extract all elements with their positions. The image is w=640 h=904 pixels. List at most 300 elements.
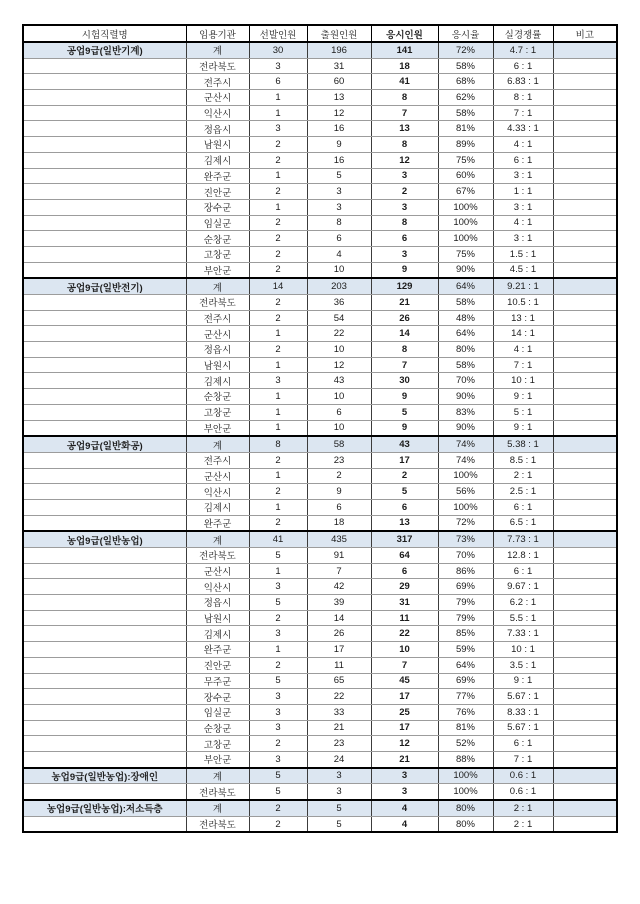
column-header-attended: 응시인원	[371, 25, 438, 42]
cell-rate: 100%	[438, 468, 493, 484]
cell-attended: 45	[371, 673, 438, 689]
table-row	[23, 610, 617, 626]
cell-rate: 59%	[438, 642, 493, 658]
cell-applied: 54	[307, 310, 371, 326]
cell-ratio: 2 : 1	[493, 816, 553, 832]
cell-rate: 76%	[438, 704, 493, 720]
cell-attended: 9	[371, 389, 438, 405]
cell-note	[553, 58, 617, 74]
cell-agency: 계	[186, 800, 249, 816]
cell-ratio: 9 : 1	[493, 420, 553, 436]
cell-selected: 2	[249, 262, 307, 278]
cell-selected: 2	[249, 484, 307, 500]
cell-agency: 완주군	[186, 168, 249, 184]
cell-agency: 완주군	[186, 515, 249, 531]
cell-attended: 4	[371, 800, 438, 816]
cell-agency: 정읍시	[186, 121, 249, 137]
cell-selected: 1	[249, 326, 307, 342]
cell-attended: 7	[371, 657, 438, 673]
cell-rate: 75%	[438, 152, 493, 168]
cell-note	[553, 42, 617, 58]
table-row	[23, 404, 617, 420]
cell-applied: 6	[307, 499, 371, 515]
cell-agency: 고창군	[186, 246, 249, 262]
cell-agency: 전라북도	[186, 784, 249, 800]
cell-attended: 5	[371, 484, 438, 500]
cell-selected: 2	[249, 515, 307, 531]
cell-selected: 1	[249, 499, 307, 515]
cell-series	[23, 295, 186, 311]
cell-agency: 장수군	[186, 199, 249, 215]
cell-ratio: 4 : 1	[493, 215, 553, 231]
cell-applied: 65	[307, 673, 371, 689]
cell-series	[23, 199, 186, 215]
cell-attended: 7	[371, 105, 438, 121]
cell-note	[553, 499, 617, 515]
cell-agency: 정읍시	[186, 595, 249, 611]
cell-ratio: 2 : 1	[493, 468, 553, 484]
cell-attended: 3	[371, 199, 438, 215]
table-row	[23, 389, 617, 405]
table-row	[23, 484, 617, 500]
cell-series	[23, 262, 186, 278]
cell-ratio: 10 : 1	[493, 642, 553, 658]
cell-series	[23, 751, 186, 767]
cell-ratio: 1 : 1	[493, 184, 553, 200]
cell-series	[23, 342, 186, 358]
cell-ratio: 4.5 : 1	[493, 262, 553, 278]
cell-rate: 75%	[438, 246, 493, 262]
cell-applied: 12	[307, 357, 371, 373]
cell-agency: 김제시	[186, 373, 249, 389]
cell-note	[553, 704, 617, 720]
cell-selected: 3	[249, 689, 307, 705]
cell-selected: 5	[249, 784, 307, 800]
table-body	[23, 42, 617, 832]
cell-attended: 5	[371, 404, 438, 420]
cell-series	[23, 626, 186, 642]
cell-attended: 41	[371, 74, 438, 90]
cell-note	[553, 563, 617, 579]
cell-attended: 6	[371, 499, 438, 515]
cell-attended: 7	[371, 357, 438, 373]
cell-series	[23, 468, 186, 484]
cell-rate: 86%	[438, 563, 493, 579]
cell-attended: 11	[371, 610, 438, 626]
cell-series	[23, 137, 186, 153]
cell-attended: 21	[371, 751, 438, 767]
cell-applied: 3	[307, 784, 371, 800]
cell-attended: 18	[371, 58, 438, 74]
cell-attended: 13	[371, 121, 438, 137]
table-row	[23, 704, 617, 720]
cell-note	[553, 626, 617, 642]
cell-applied: 10	[307, 342, 371, 358]
table-row	[23, 816, 617, 832]
cell-ratio: 0.6 : 1	[493, 768, 553, 784]
cell-attended: 21	[371, 295, 438, 311]
cell-note	[553, 751, 617, 767]
cell-selected: 1	[249, 90, 307, 106]
cell-attended: 43	[371, 436, 438, 452]
cell-series	[23, 105, 186, 121]
cell-ratio: 8.33 : 1	[493, 704, 553, 720]
cell-rate: 90%	[438, 389, 493, 405]
cell-rate: 70%	[438, 373, 493, 389]
cell-applied: 6	[307, 404, 371, 420]
cell-agency: 부안군	[186, 751, 249, 767]
table-row	[23, 58, 617, 74]
cell-selected: 1	[249, 105, 307, 121]
cell-attended: 8	[371, 90, 438, 106]
cell-applied: 9	[307, 137, 371, 153]
cell-note	[553, 468, 617, 484]
cell-note	[553, 137, 617, 153]
cell-series	[23, 168, 186, 184]
cell-ratio: 9.67 : 1	[493, 579, 553, 595]
cell-rate: 73%	[438, 531, 493, 547]
cell-note	[553, 452, 617, 468]
cell-attended: 12	[371, 152, 438, 168]
cell-note	[553, 310, 617, 326]
cell-series	[23, 184, 186, 200]
cell-rate: 58%	[438, 295, 493, 311]
cell-ratio: 6 : 1	[493, 152, 553, 168]
table-row	[23, 563, 617, 579]
table-row	[23, 784, 617, 800]
cell-selected: 1	[249, 168, 307, 184]
table-row	[23, 215, 617, 231]
cell-applied: 26	[307, 626, 371, 642]
table-row-section-total	[23, 436, 617, 452]
cell-attended: 29	[371, 579, 438, 595]
cell-applied: 5	[307, 168, 371, 184]
cell-applied: 8	[307, 215, 371, 231]
cell-ratio: 7 : 1	[493, 105, 553, 121]
cell-series	[23, 720, 186, 736]
cell-attended: 2	[371, 468, 438, 484]
cell-attended: 6	[371, 563, 438, 579]
cell-agency: 전라북도	[186, 548, 249, 564]
cell-selected: 2	[249, 816, 307, 832]
cell-selected: 2	[249, 231, 307, 247]
cell-selected: 5	[249, 548, 307, 564]
cell-ratio: 7.33 : 1	[493, 626, 553, 642]
table-row	[23, 295, 617, 311]
cell-selected: 2	[249, 152, 307, 168]
cell-note	[553, 342, 617, 358]
cell-agency: 계	[186, 531, 249, 547]
cell-attended: 8	[371, 215, 438, 231]
cell-note	[553, 199, 617, 215]
cell-agency: 김제시	[186, 626, 249, 642]
cell-applied: 10	[307, 420, 371, 436]
cell-agency: 익산시	[186, 484, 249, 500]
cell-series	[23, 246, 186, 262]
cell-applied: 10	[307, 262, 371, 278]
cell-rate: 77%	[438, 689, 493, 705]
cell-series	[23, 389, 186, 405]
cell-agency: 군산시	[186, 563, 249, 579]
cell-attended: 317	[371, 531, 438, 547]
cell-rate: 64%	[438, 326, 493, 342]
table-row	[23, 626, 617, 642]
cell-applied: 17	[307, 642, 371, 658]
table-row	[23, 152, 617, 168]
cell-rate: 100%	[438, 231, 493, 247]
table-row	[23, 326, 617, 342]
cell-applied: 10	[307, 389, 371, 405]
cell-rate: 70%	[438, 548, 493, 564]
cell-attended: 22	[371, 626, 438, 642]
table-row	[23, 548, 617, 564]
table-row-section-total	[23, 531, 617, 547]
cell-note	[553, 215, 617, 231]
cell-applied: 36	[307, 295, 371, 311]
cell-rate: 64%	[438, 278, 493, 294]
cell-agency: 계	[186, 768, 249, 784]
cell-attended: 31	[371, 595, 438, 611]
cell-series	[23, 373, 186, 389]
cell-note	[553, 278, 617, 294]
cell-series	[23, 404, 186, 420]
cell-selected: 1	[249, 199, 307, 215]
cell-attended: 26	[371, 310, 438, 326]
cell-rate: 100%	[438, 784, 493, 800]
cell-attended: 25	[371, 704, 438, 720]
cell-ratio: 12.8 : 1	[493, 548, 553, 564]
cell-ratio: 7.73 : 1	[493, 531, 553, 547]
cell-note	[553, 420, 617, 436]
column-header-ratio: 실경쟁률	[493, 25, 553, 42]
cell-rate: 79%	[438, 595, 493, 611]
cell-note	[553, 515, 617, 531]
cell-agency: 부안군	[186, 262, 249, 278]
cell-applied: 18	[307, 515, 371, 531]
cell-series	[23, 231, 186, 247]
cell-rate: 100%	[438, 499, 493, 515]
cell-rate: 74%	[438, 452, 493, 468]
cell-rate: 83%	[438, 404, 493, 420]
cell-ratio: 6 : 1	[493, 499, 553, 515]
cell-ratio: 9 : 1	[493, 673, 553, 689]
cell-agency: 순창군	[186, 389, 249, 405]
table-row	[23, 373, 617, 389]
cell-selected: 1	[249, 389, 307, 405]
cell-note	[553, 152, 617, 168]
cell-series	[23, 704, 186, 720]
cell-selected: 2	[249, 246, 307, 262]
cell-agency: 남원시	[186, 357, 249, 373]
cell-rate: 80%	[438, 800, 493, 816]
cell-agency: 전라북도	[186, 295, 249, 311]
cell-ratio: 13 : 1	[493, 310, 553, 326]
cell-applied: 5	[307, 816, 371, 832]
cell-series	[23, 548, 186, 564]
cell-series	[23, 90, 186, 106]
cell-rate: 89%	[438, 137, 493, 153]
cell-note	[553, 768, 617, 784]
cell-note	[553, 784, 617, 800]
cell-ratio: 6 : 1	[493, 563, 553, 579]
cell-agency: 김제시	[186, 499, 249, 515]
cell-rate: 100%	[438, 215, 493, 231]
cell-applied: 42	[307, 579, 371, 595]
cell-selected: 2	[249, 657, 307, 673]
table-row	[23, 199, 617, 215]
cell-agency: 진안군	[186, 657, 249, 673]
table-row	[23, 642, 617, 658]
cell-rate: 85%	[438, 626, 493, 642]
cell-applied: 31	[307, 58, 371, 74]
table-row	[23, 452, 617, 468]
cell-selected: 3	[249, 704, 307, 720]
cell-agency: 남원시	[186, 610, 249, 626]
cell-note	[553, 262, 617, 278]
cell-ratio: 6 : 1	[493, 736, 553, 752]
table-row	[23, 595, 617, 611]
cell-ratio: 9.21 : 1	[493, 278, 553, 294]
table-row	[23, 231, 617, 247]
cell-selected: 3	[249, 373, 307, 389]
cell-note	[553, 689, 617, 705]
cell-ratio: 6.2 : 1	[493, 595, 553, 611]
cell-ratio: 3 : 1	[493, 231, 553, 247]
cell-applied: 33	[307, 704, 371, 720]
cell-selected: 2	[249, 215, 307, 231]
cell-agency: 정읍시	[186, 342, 249, 358]
table-row	[23, 105, 617, 121]
cell-agency: 익산시	[186, 105, 249, 121]
cell-agency: 전라북도	[186, 816, 249, 832]
cell-applied: 60	[307, 74, 371, 90]
cell-series	[23, 58, 186, 74]
cell-attended: 3	[371, 246, 438, 262]
table-header-row	[23, 25, 617, 42]
table-row-section-total	[23, 800, 617, 816]
cell-series	[23, 579, 186, 595]
cell-agency: 진안군	[186, 184, 249, 200]
cell-ratio: 6.5 : 1	[493, 515, 553, 531]
cell-agency: 장수군	[186, 689, 249, 705]
cell-applied: 6	[307, 231, 371, 247]
cell-agency: 고창군	[186, 404, 249, 420]
table-row	[23, 90, 617, 106]
cell-attended: 17	[371, 452, 438, 468]
cell-selected: 3	[249, 720, 307, 736]
cell-note	[553, 90, 617, 106]
cell-rate: 69%	[438, 579, 493, 595]
cell-rate: 69%	[438, 673, 493, 689]
cell-note	[553, 673, 617, 689]
cell-ratio: 3 : 1	[493, 199, 553, 215]
table-row	[23, 515, 617, 531]
table-row	[23, 357, 617, 373]
table-row	[23, 184, 617, 200]
table-row	[23, 689, 617, 705]
cell-rate: 58%	[438, 58, 493, 74]
cell-selected: 41	[249, 531, 307, 547]
cell-attended: 3	[371, 768, 438, 784]
cell-ratio: 3.5 : 1	[493, 657, 553, 673]
cell-note	[553, 642, 617, 658]
cell-ratio: 1.5 : 1	[493, 246, 553, 262]
cell-series	[23, 452, 186, 468]
cell-note	[553, 231, 617, 247]
table-row-section-total	[23, 42, 617, 58]
cell-attended: 13	[371, 515, 438, 531]
cell-ratio: 5.67 : 1	[493, 689, 553, 705]
column-header-selected: 선발인원	[249, 25, 307, 42]
cell-attended: 129	[371, 278, 438, 294]
cell-applied: 435	[307, 531, 371, 547]
cell-series	[23, 215, 186, 231]
cell-agency: 고창군	[186, 736, 249, 752]
cell-rate: 58%	[438, 105, 493, 121]
cell-note	[553, 436, 617, 452]
table-row	[23, 420, 617, 436]
cell-selected: 30	[249, 42, 307, 58]
cell-agency: 순창군	[186, 720, 249, 736]
cell-selected: 2	[249, 342, 307, 358]
cell-rate: 72%	[438, 515, 493, 531]
cell-selected: 2	[249, 800, 307, 816]
cell-rate: 62%	[438, 90, 493, 106]
cell-series	[23, 642, 186, 658]
cell-attended: 64	[371, 548, 438, 564]
cell-agency: 부안군	[186, 420, 249, 436]
cell-agency: 계	[186, 436, 249, 452]
cell-series	[23, 121, 186, 137]
cell-note	[553, 326, 617, 342]
cell-note	[553, 579, 617, 595]
cell-series	[23, 484, 186, 500]
cell-note	[553, 548, 617, 564]
cell-note	[553, 610, 617, 626]
cell-selected: 3	[249, 58, 307, 74]
table-header	[23, 25, 617, 42]
cell-series	[23, 610, 186, 626]
cell-ratio: 9 : 1	[493, 389, 553, 405]
cell-note	[553, 121, 617, 137]
cell-rate: 81%	[438, 121, 493, 137]
table-row	[23, 468, 617, 484]
table-row-section-total	[23, 278, 617, 294]
cell-agency: 임실군	[186, 215, 249, 231]
cell-note	[553, 595, 617, 611]
cell-selected: 1	[249, 563, 307, 579]
cell-series	[23, 310, 186, 326]
cell-agency: 군산시	[186, 468, 249, 484]
cell-attended: 17	[371, 689, 438, 705]
cell-series	[23, 595, 186, 611]
cell-attended: 6	[371, 231, 438, 247]
cell-series	[23, 499, 186, 515]
cell-attended: 9	[371, 420, 438, 436]
cell-series	[23, 657, 186, 673]
table-row	[23, 168, 617, 184]
cell-attended: 12	[371, 736, 438, 752]
table-row	[23, 246, 617, 262]
cell-applied: 5	[307, 800, 371, 816]
cell-rate: 80%	[438, 816, 493, 832]
column-header-rate: 응시율	[438, 25, 493, 42]
column-header-applied: 출원인원	[307, 25, 371, 42]
cell-ratio: 4 : 1	[493, 342, 553, 358]
cell-note	[553, 484, 617, 500]
table-row	[23, 310, 617, 326]
cell-selected: 1	[249, 642, 307, 658]
